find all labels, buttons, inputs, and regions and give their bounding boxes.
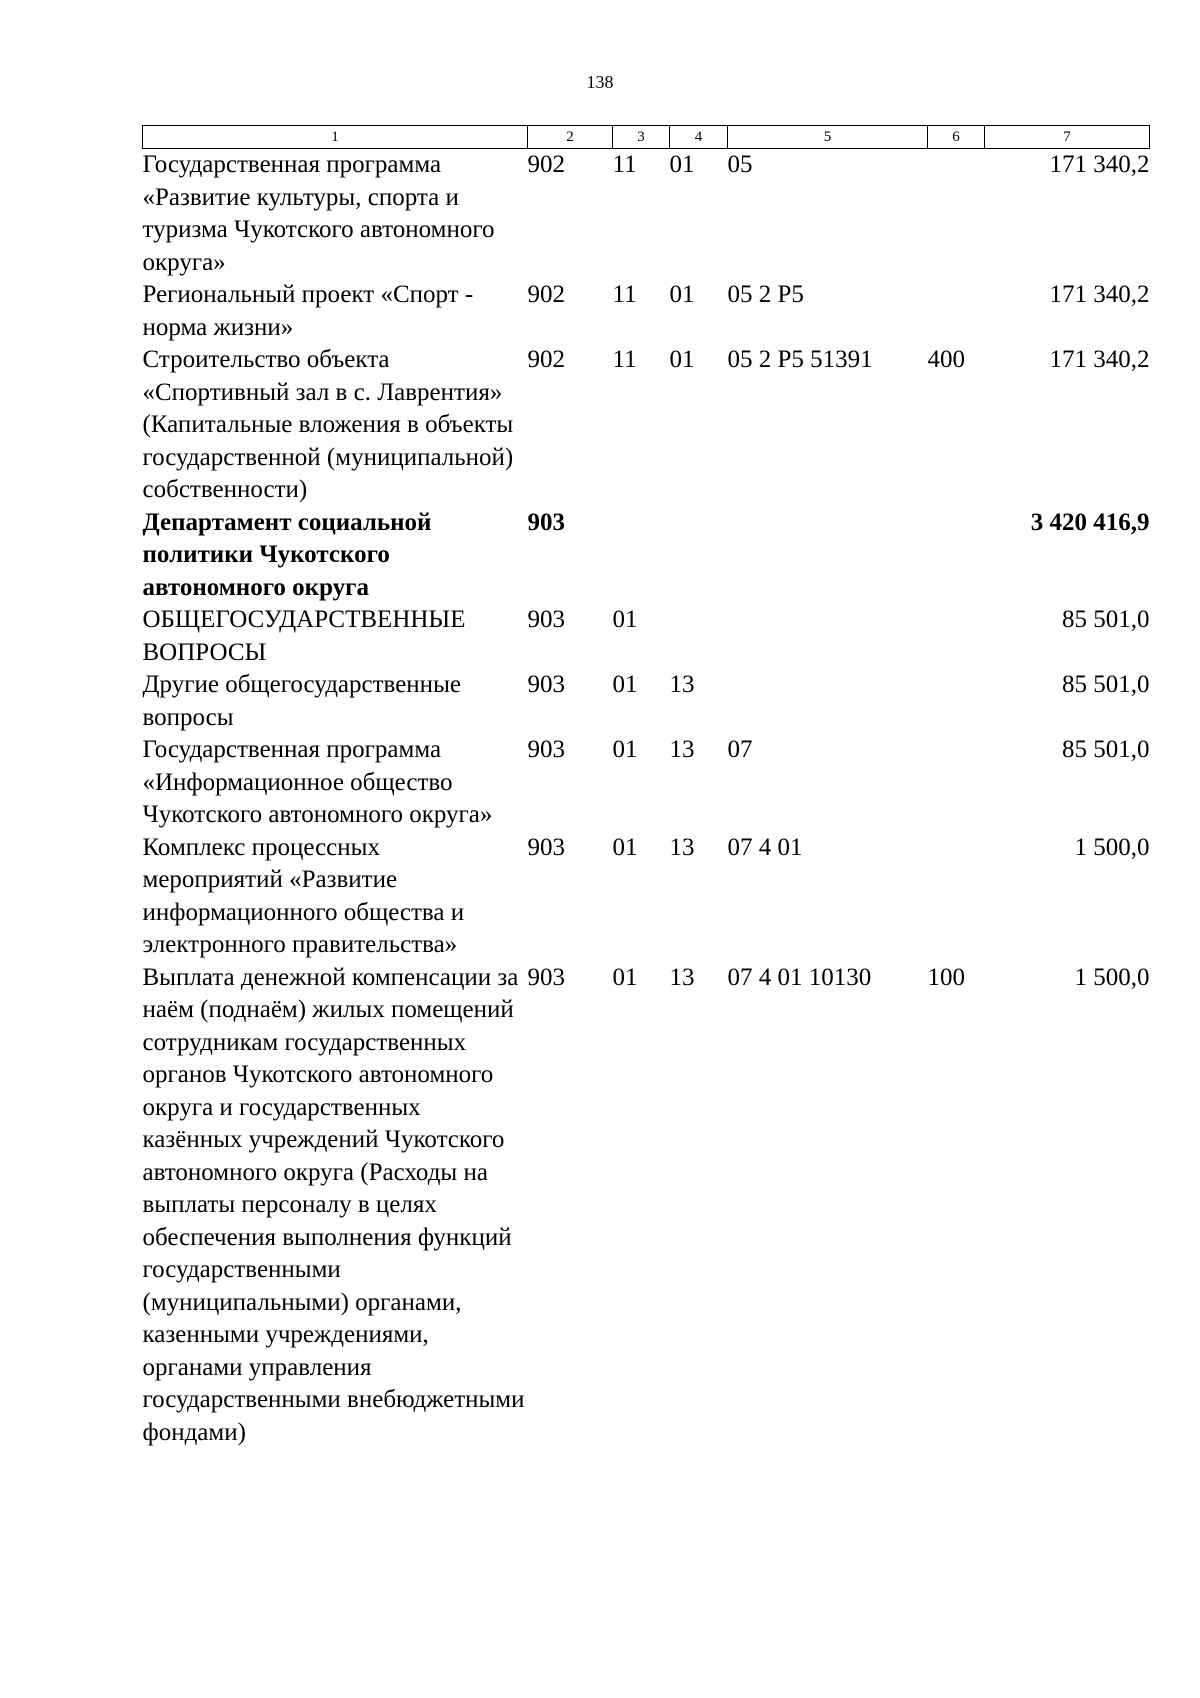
row-section-code: 01 <box>612 736 638 763</box>
header-col-2: 2 <box>528 126 613 149</box>
header-row <box>143 126 1150 149</box>
row-expense-type <box>928 507 985 605</box>
row-subsection-code: 01 <box>669 151 695 178</box>
row-amount: 85 501,0 <box>1062 671 1150 698</box>
row-subsection-code <box>670 507 728 605</box>
row-name: Комплекс процессных мероприятий «Развитие информационного общества и электронного правительства» <box>142 833 465 958</box>
row-expense-type <box>928 279 985 344</box>
row-grbs-code: 903 <box>527 606 565 633</box>
row-amount: 1 500,0 <box>1074 833 1150 861</box>
row-amount: 171 340,2 <box>1049 281 1150 308</box>
row-grbs-code: 903 <box>527 833 565 861</box>
row-target-article <box>728 604 928 669</box>
row-expense-type <box>928 149 985 280</box>
row-subsection-code: 13 <box>669 833 695 861</box>
row-amount: 85 501,0 <box>1062 606 1150 633</box>
table-row <box>143 279 1150 344</box>
row-target-article: 05 2 P5 51391 <box>727 346 873 373</box>
header-col-3: 3 <box>613 126 670 149</box>
row-target-article: 07 <box>727 736 753 763</box>
row-name: Строительство объекта «Спортивный зал в с. Лаврентия» (Капитальные вложения в объекты государственной (муниципальной) собственности) <box>142 346 514 503</box>
row-section-code: 11 <box>612 151 637 178</box>
table-row <box>143 669 1150 734</box>
row-name: Государственная программа «Развитие культуры, спорта и туризма Чукотского автономного округа» <box>142 151 495 276</box>
header-col-1: 1 <box>143 126 528 149</box>
row-expense-type: 100 <box>927 963 965 991</box>
row-subsection-code <box>670 604 728 669</box>
row-section-code: 11 <box>612 346 637 373</box>
row-name: ОБЩЕГОСУДАРСТВЕННЫЕ ВОПРОСЫ <box>142 606 466 666</box>
row-target-article: 05 2 P5 <box>727 281 804 308</box>
table-row <box>143 344 1150 507</box>
page-number: 138 <box>586 72 614 92</box>
row-name: Выплата денежной компенсации за наём (поднаём) жилых помещений сотрудникам государственных органов Чукотского автономного округа и государственных казённых учреждений Чукотского автономного округа (Расходы на выплаты персоналу в целях обеспечения выполнения функций государственными (муниципальными) органами, казенными учреждениями, органами управления государственными внебюджетными фондами) <box>142 963 525 1446</box>
row-target-article: 07 4 01 10130 <box>727 963 872 991</box>
row-name: Региональный проект «Спорт - норма жизни» <box>142 281 474 341</box>
row-amount: 171 340,2 <box>1049 346 1150 373</box>
table-row <box>143 734 1150 832</box>
row-expense-type <box>928 604 985 669</box>
row-subsection-code: 01 <box>669 281 695 308</box>
table-header <box>143 126 1150 149</box>
header-col-6: 6 <box>928 126 985 149</box>
row-expense-type: 400 <box>927 346 965 373</box>
table-row <box>143 832 1150 962</box>
row-expense-type <box>928 669 985 734</box>
header-col-4: 4 <box>670 126 728 149</box>
row-subsection-code: 13 <box>669 736 695 763</box>
row-grbs-code: 902 <box>527 151 565 178</box>
row-amount: 85 501,0 <box>1062 736 1150 763</box>
row-section-code: 01 <box>612 963 638 991</box>
row-grbs-code: 902 <box>527 281 565 308</box>
budget-table <box>142 125 1150 1449</box>
row-amount: 3 420 416,9 <box>1030 508 1150 536</box>
row-section-code: 01 <box>612 833 638 861</box>
header-col-5: 5 <box>728 126 928 149</box>
row-grbs-code: 903 <box>527 963 565 991</box>
table-body <box>143 149 1150 1450</box>
row-grbs-code: 903 <box>527 736 565 763</box>
row-amount: 1 500,0 <box>1074 963 1150 991</box>
row-target-article: 05 <box>727 151 753 178</box>
row-subsection-code: 13 <box>669 671 695 698</box>
row-name: Департамент социальной политики Чукотского автономного округа <box>142 508 432 601</box>
row-subsection-code: 13 <box>669 963 695 991</box>
row-section-code: 01 <box>612 606 638 633</box>
row-section-code: 01 <box>612 671 638 698</box>
row-grbs-code: 903 <box>527 508 565 536</box>
row-expense-type <box>928 832 985 962</box>
row-grbs-code: 902 <box>527 346 565 373</box>
row-name: Другие общегосударственные вопросы <box>142 671 461 731</box>
row-target-article: 07 4 01 <box>727 833 803 861</box>
row-target-article <box>728 669 928 734</box>
row-section-code: 11 <box>612 281 637 308</box>
row-name: Государственная программа «Информационное общество Чукотского автономного округа» <box>142 736 493 828</box>
table-row <box>143 604 1150 669</box>
row-section-code <box>613 507 670 605</box>
row-target-article <box>728 507 928 605</box>
row-subsection-code: 01 <box>669 346 695 373</box>
table-row <box>143 507 1150 605</box>
table-row <box>143 149 1150 280</box>
header-col-7: 7 <box>985 126 1150 149</box>
row-grbs-code: 903 <box>527 671 565 698</box>
row-amount: 171 340,2 <box>1049 151 1150 178</box>
row-expense-type <box>928 734 985 832</box>
table-row <box>143 962 1150 1450</box>
